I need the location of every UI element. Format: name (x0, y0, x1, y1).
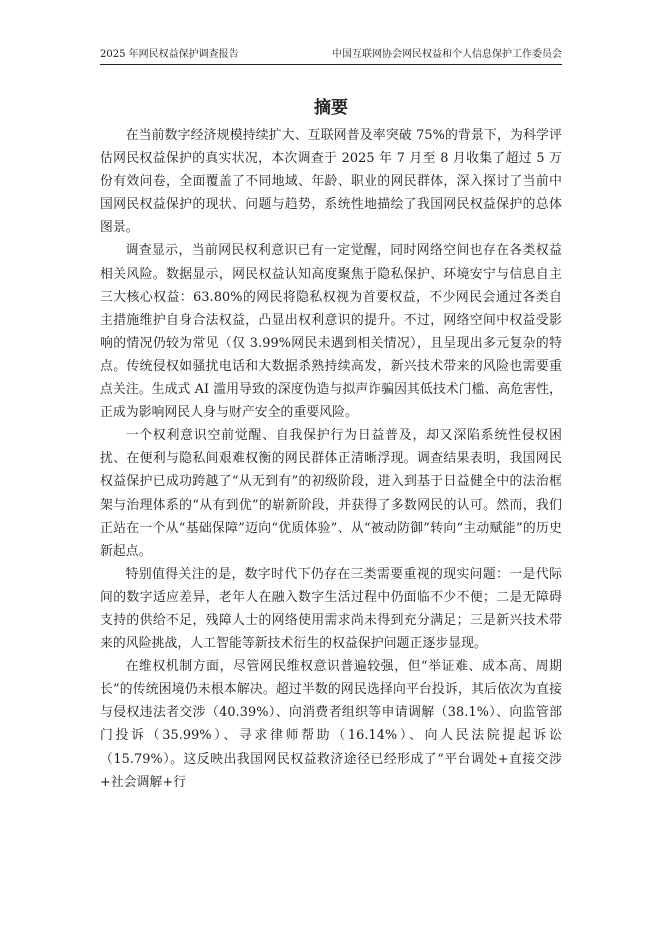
paragraph-key-issues: 特别值得关注的是，数字时代下仍存在三类需要重视的现实问题：一是代际间的数字适应差异，老年人在融入数字生活过程中仍面临不少不便；二是无障碍支持的供给不足，残障人士的网络使用需求尚未得到充分满足；三是新兴技术带来的风险挑战，人工智能等新技术衍生的权益保护问题正逐步显现。 (100, 566, 562, 652)
header-report-title: 2025 年网民权益保护调查报告 (100, 49, 239, 60)
header-organization: 中国互联网协会网民权益和个人信息保护工作委员会 (332, 49, 562, 60)
page-title: 摘要 (314, 98, 348, 118)
abstract-body (100, 124, 562, 794)
paragraph-survey-findings: 调查显示，当前网民权利意识已有一定觉醒，同时网络空间也存在各类权益相关风险。数据显示，网民权益认知高度聚焦于隐私保护、环境安宁与信息自主三大核心权益：63.80%的网民将隐私权视为首要权益，不少网民会通过各类自主措施维护自身合法权益，凸显出权利意识的提升。不过，网络空间中权益受影响的情况仍较为常见（仅 3.99%网民未遇到相关情况），且呈现出多元复杂的特点。传统侵权如骚扰电话和大数据杀熟持续高发，新兴技术带来的风险也需要重点关注。生成式 AI 滥用导致的深度伪造与拟声诈骗因其低技术门槛、高危害性，正成为影响网民人身与财产安全的重要风险。 (100, 243, 562, 421)
running-header (100, 44, 562, 65)
paragraph-background: 在当前数字经济规模持续扩大、互联网普及率突破 75%的背景下，为科学评估网民权益保护的真实状况，本次调查于 2025 年 7 月至 8 月收集了超过 5 万份有效问卷，全面覆盖了不同地域、年龄、职业的网民群体，深入探讨了当前中国网民权益保护的现状、问题与趋势，系统性地描绘了我国网民权益保护的总体图景。 (100, 128, 562, 236)
paragraph-rights-mechanism: 在维权机制方面，尽管网民维权意识普遍较强，但“举证难、成本高、周期长”的传统困境仍未根本解决。超过半数的网民选择向平台投诉，其后依次为直接与侵权违法者交涉（40.39%）、向消费者组织等申请调解（38.1%）、向监管部门投诉（35.99%）、寻求律师帮助（16.14%）、向人民法院提起诉讼（15.79%）。这反映出我国网民权益救济途径已经形成了“平台调处+直接交涉+社会调解+行 (100, 659, 562, 790)
paragraph-user-profile: 一个权利意识空前觉醒、自我保护行为日益普及，却又深陷系统性侵权困扰、在便利与隐私间艰难权衡的网民群体正清晰浮现。调查结果表明，我国网民权益保护已成功跨越了“从无到有”的初级阶段，进入到基于日益健全中的法治框架与治理体系的“从有到优”的崭新阶段，并获得了多数网民的认可。然而，我们正站在一个从“基础保障”迈向“优质体验”、从“被动防御”转向“主动赋能”的历史新起点。 (100, 428, 562, 559)
